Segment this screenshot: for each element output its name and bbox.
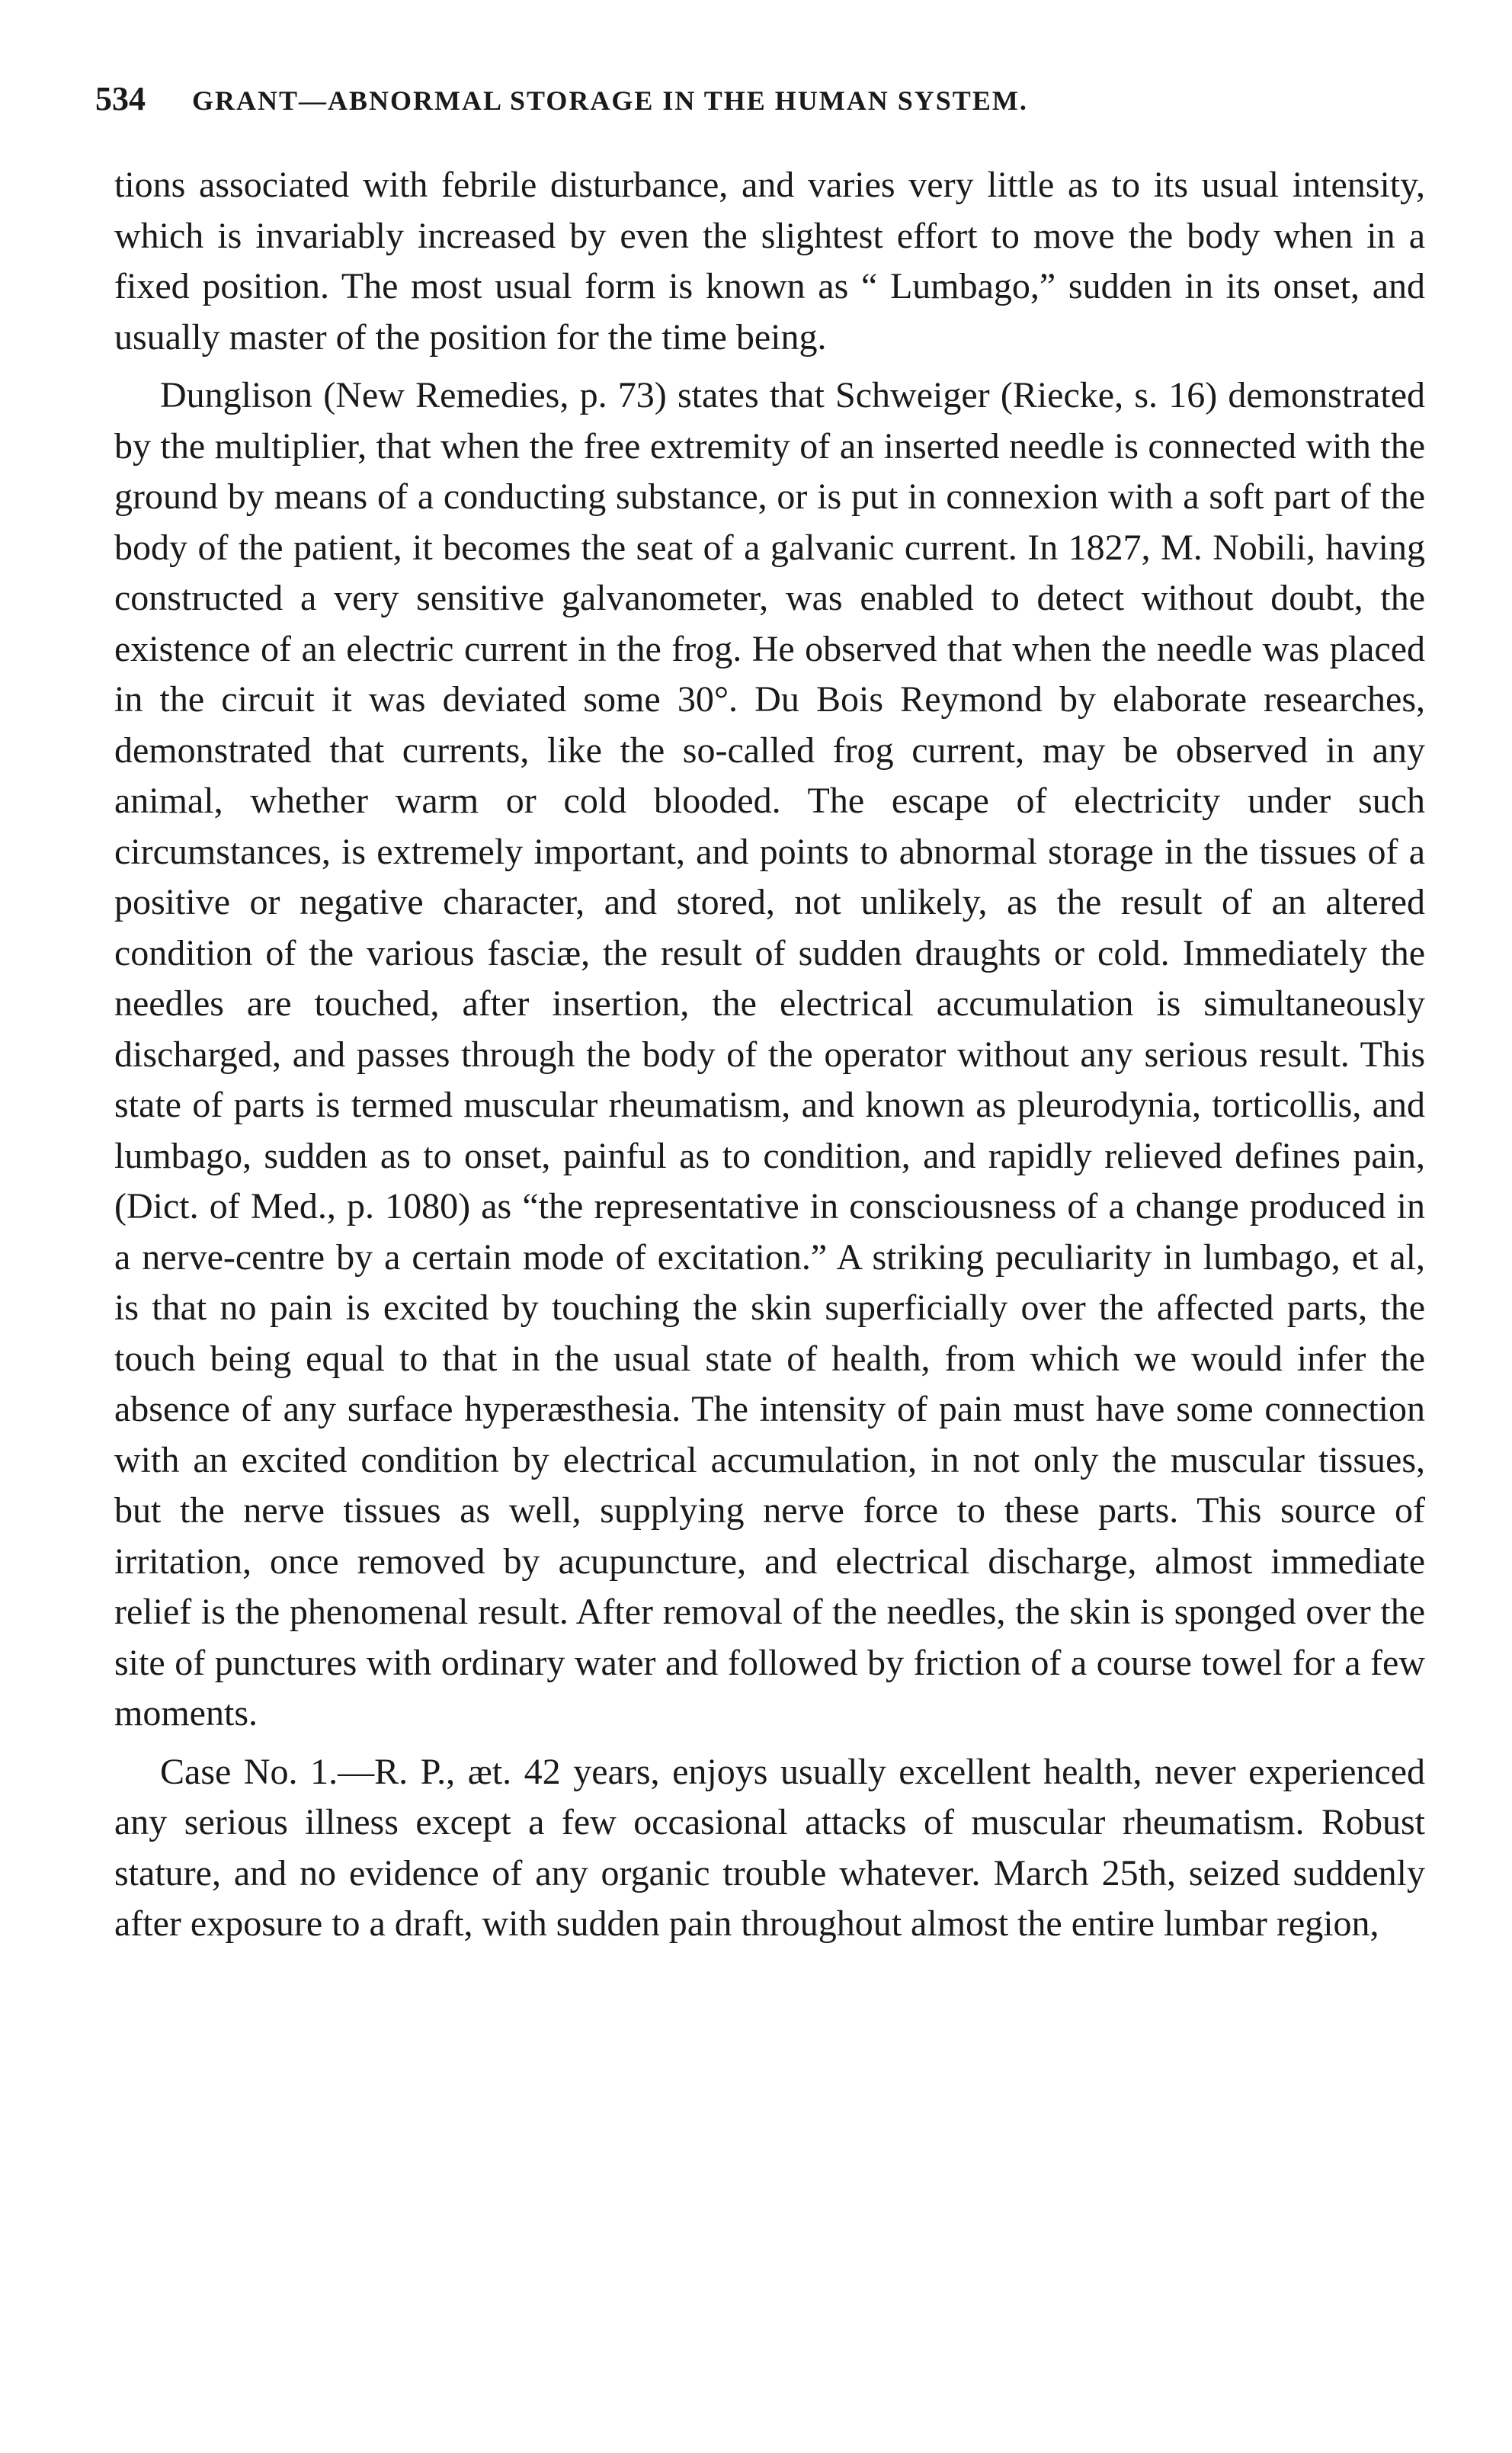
page-header	[95, 79, 1421, 125]
page-number: 534	[95, 80, 146, 117]
paragraph-case-1: Case No. 1.—R. P., æt. 42 years, enjoys usually excellent health, never experienced any serious illness except a few occasional attacks of muscular rheumatism. Robust stature, and no evidence of any organic trouble whatever. March 25th, seized suddenly after exposure to a draft, with sudden pain throughout almost the entire lumbar region,	[114, 1751, 1425, 1944]
running-title: GRANT—ABNORMAL STORAGE IN THE HUMAN SYSTEM.	[192, 85, 1028, 116]
paragraph-continuation: tions associated with febrile disturbance, and varies very little as to its usual intensity, which is invariably increased by even the slightest effort to move the body when in a fixed position. The most usual form is known as “ Lumbago,” sudden in its onset, and usually master of the position for the time being.	[114, 165, 1425, 358]
body-text	[114, 160, 1425, 1958]
paragraph-dunglison: Dunglison (New Remedies, p. 73) states that Schweiger (Riecke, s. 16) demonstrated by the multiplier, that when the free extremity of an inserted needle is connected with the ground by means of a conducting substance, or is put in connexion with a soft part of the body of the patient, it becomes the seat of a galvanic current. In 1827, M. Nobili, having constructed a very sensitive galvanometer, was enabled to detect without doubt, the existence of an electric current in the frog. He observed that when the needle was placed in the circuit it was deviated some 30°. Du Bois Reymond by elaborate researches, demonstrated that currents, like the so-called frog current, may be observed in any animal, whether warm or cold blooded. The escape of electricity under such circumstances, is extremely important, and points to abnormal storage in the tissues of a positive or negative character, and stored, not unlikely, as the result of an altered condition of the various fasciæ, the result of sudden draughts or cold. Immediately the needles are touched, after insertion, the electrical accumulation is simultaneously discharged, and passes through the body of the operator without any serious result. This state of parts is termed muscular rheumatism, and known as pleurodynia, torticollis, and lumbago, sudden as to onset, painful as to condition, and rapidly relieved defines pain, (Dict. of Med., p. 1080) as “the representative in consciousness of a change produced in a nerve-centre by a certain mode of excitation.” A striking peculiarity in lumbago, et al, is that no pain is excited by touching the skin superficially over the affected parts, the touch being equal to that in the usual state of health, from which we would infer the absence of any surface hyperæsthesia. The intensity of pain must have some connection with an excited condition by electrical accumulation, in not only the muscular tissues, but the nerve tissues as well, supplying nerve force to these parts. This source of irritation, once removed by acupuncture, and electrical discharge, almost immediate relief is the phenomenal result. After removal of the needles, the skin is sponged over the site of punctures with ordinary water and followed by friction of a course towel for a few moments.	[114, 375, 1425, 1733]
